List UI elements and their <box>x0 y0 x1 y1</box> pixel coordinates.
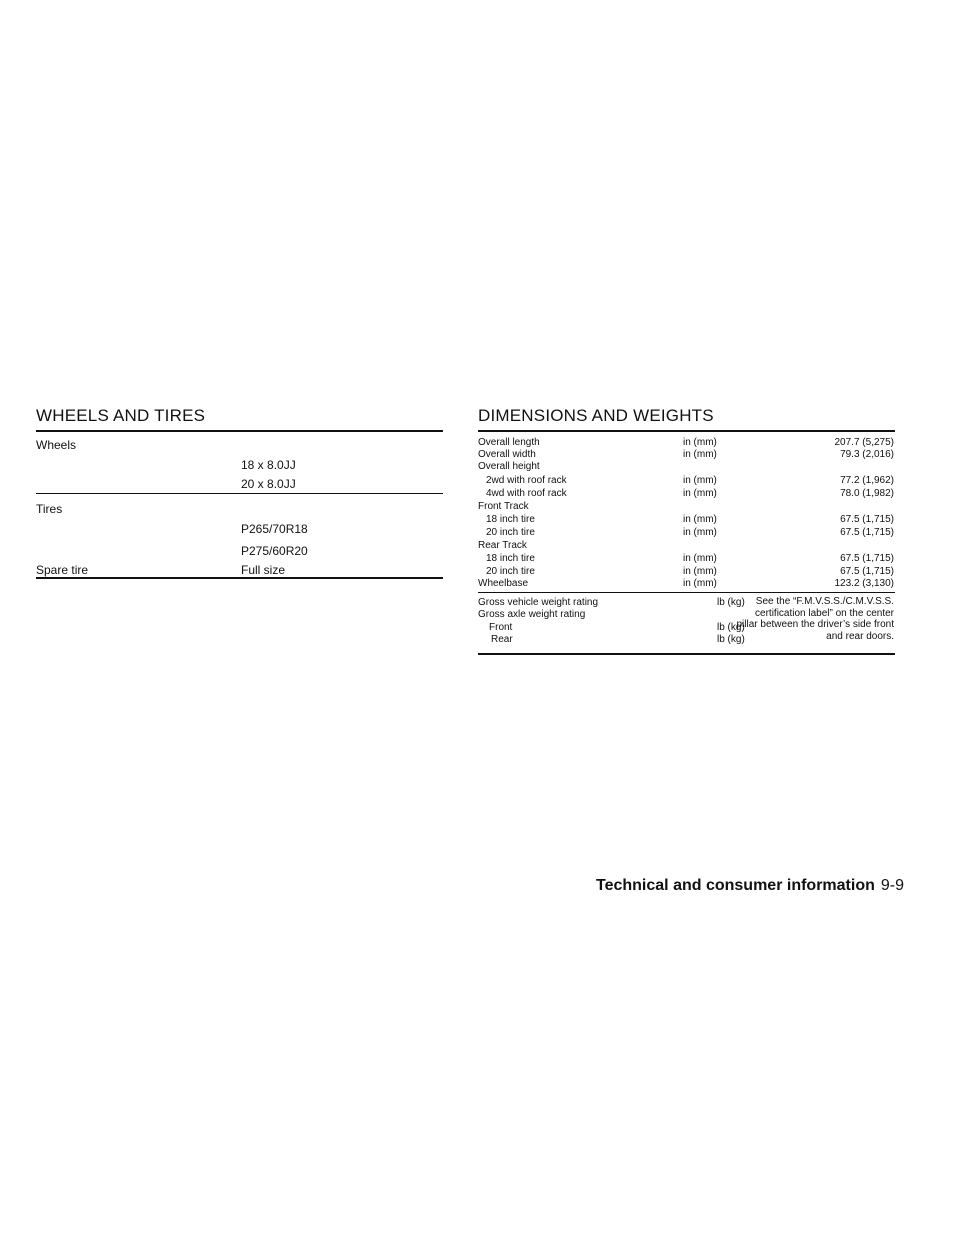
weight-row-unit: lb (kg) <box>717 622 745 633</box>
dim-row-unit: in (mm) <box>683 449 717 460</box>
weight-row-unit: lb (kg) <box>717 597 745 608</box>
page-number: 9-9 <box>880 877 904 894</box>
dim-row-label: 18 inch tire <box>486 514 535 525</box>
dim-row-value: 77.2 (1,962) <box>840 475 894 486</box>
dimensions-title: DIMENSIONS AND WEIGHTS <box>478 406 714 425</box>
dim-row-label: 20 inch tire <box>486 527 535 538</box>
wheels-tires-bottom-rule <box>36 577 443 579</box>
dimensions-divider <box>478 592 895 593</box>
dim-row-value: 67.5 (1,715) <box>840 527 894 538</box>
wheels-label: Wheels <box>36 438 77 452</box>
dim-row-label: 4wd with roof rack <box>486 488 567 499</box>
dim-row-label: Overall height <box>478 461 540 472</box>
dim-row-label: 18 inch tire <box>486 553 535 564</box>
tires-label: Tires <box>36 502 63 516</box>
wheels-divider <box>36 493 443 494</box>
dim-row-value: 79.3 (2,016) <box>840 449 894 460</box>
dim-row-value: 67.5 (1,715) <box>840 514 894 525</box>
dim-row-unit: in (mm) <box>683 578 717 589</box>
dim-row-value: 67.5 (1,715) <box>840 553 894 564</box>
dim-row-unit: in (mm) <box>683 566 717 577</box>
dimensions-top-rule <box>478 430 895 432</box>
weight-row-label: Gross axle weight rating <box>478 609 586 620</box>
weight-certification-note: See the “F.M.V.S.S./C.M.V.S.S. certification label” on the center pillar between the driver’s side front and rear doors. <box>736 596 894 642</box>
dim-row-label: Front Track <box>478 501 529 512</box>
dim-row-label: Overall width <box>478 449 536 460</box>
dim-row-value: 67.5 (1,715) <box>840 566 894 577</box>
wheels-tires-top-rule <box>36 430 443 432</box>
wheel-size-1: 18 x 8.0JJ <box>241 458 296 472</box>
dim-row-value: 207.7 (5,275) <box>834 437 894 448</box>
dim-row-unit: in (mm) <box>683 437 717 448</box>
dim-row-label: 20 inch tire <box>486 566 535 577</box>
tire-size-1: P265/70R18 <box>241 522 308 536</box>
weight-row-label: Gross vehicle weight rating <box>478 597 599 608</box>
weight-row-label: Front <box>489 622 513 633</box>
tire-size-2: P275/60R20 <box>241 544 308 558</box>
dim-row-label: Rear Track <box>478 540 527 551</box>
dim-row-value: 78.0 (1,982) <box>840 488 894 499</box>
dimensions-bottom-rule <box>478 653 895 655</box>
dim-row-label: Wheelbase <box>478 578 529 589</box>
dim-row-unit: in (mm) <box>683 553 717 564</box>
weight-row-label: Rear <box>491 634 513 645</box>
dim-row-unit: in (mm) <box>683 527 717 538</box>
wheels-tires-title: WHEELS AND TIRES <box>36 406 206 425</box>
dim-row-unit: in (mm) <box>683 488 717 499</box>
dim-row-unit: in (mm) <box>683 514 717 525</box>
wheel-size-2: 20 x 8.0JJ <box>241 477 296 491</box>
spare-tire-label: Spare tire <box>36 563 89 577</box>
page-footer <box>596 877 904 895</box>
dim-row-unit: in (mm) <box>683 475 717 486</box>
footer-title: Technical and consumer information <box>596 877 875 894</box>
dim-row-label: 2wd with roof rack <box>486 475 567 486</box>
spare-tire-value: Full size <box>241 563 286 577</box>
dim-row-value: 123.2 (3,130) <box>834 578 894 589</box>
dim-row-label: Overall length <box>478 437 540 448</box>
weight-row-unit: lb (kg) <box>717 634 745 645</box>
